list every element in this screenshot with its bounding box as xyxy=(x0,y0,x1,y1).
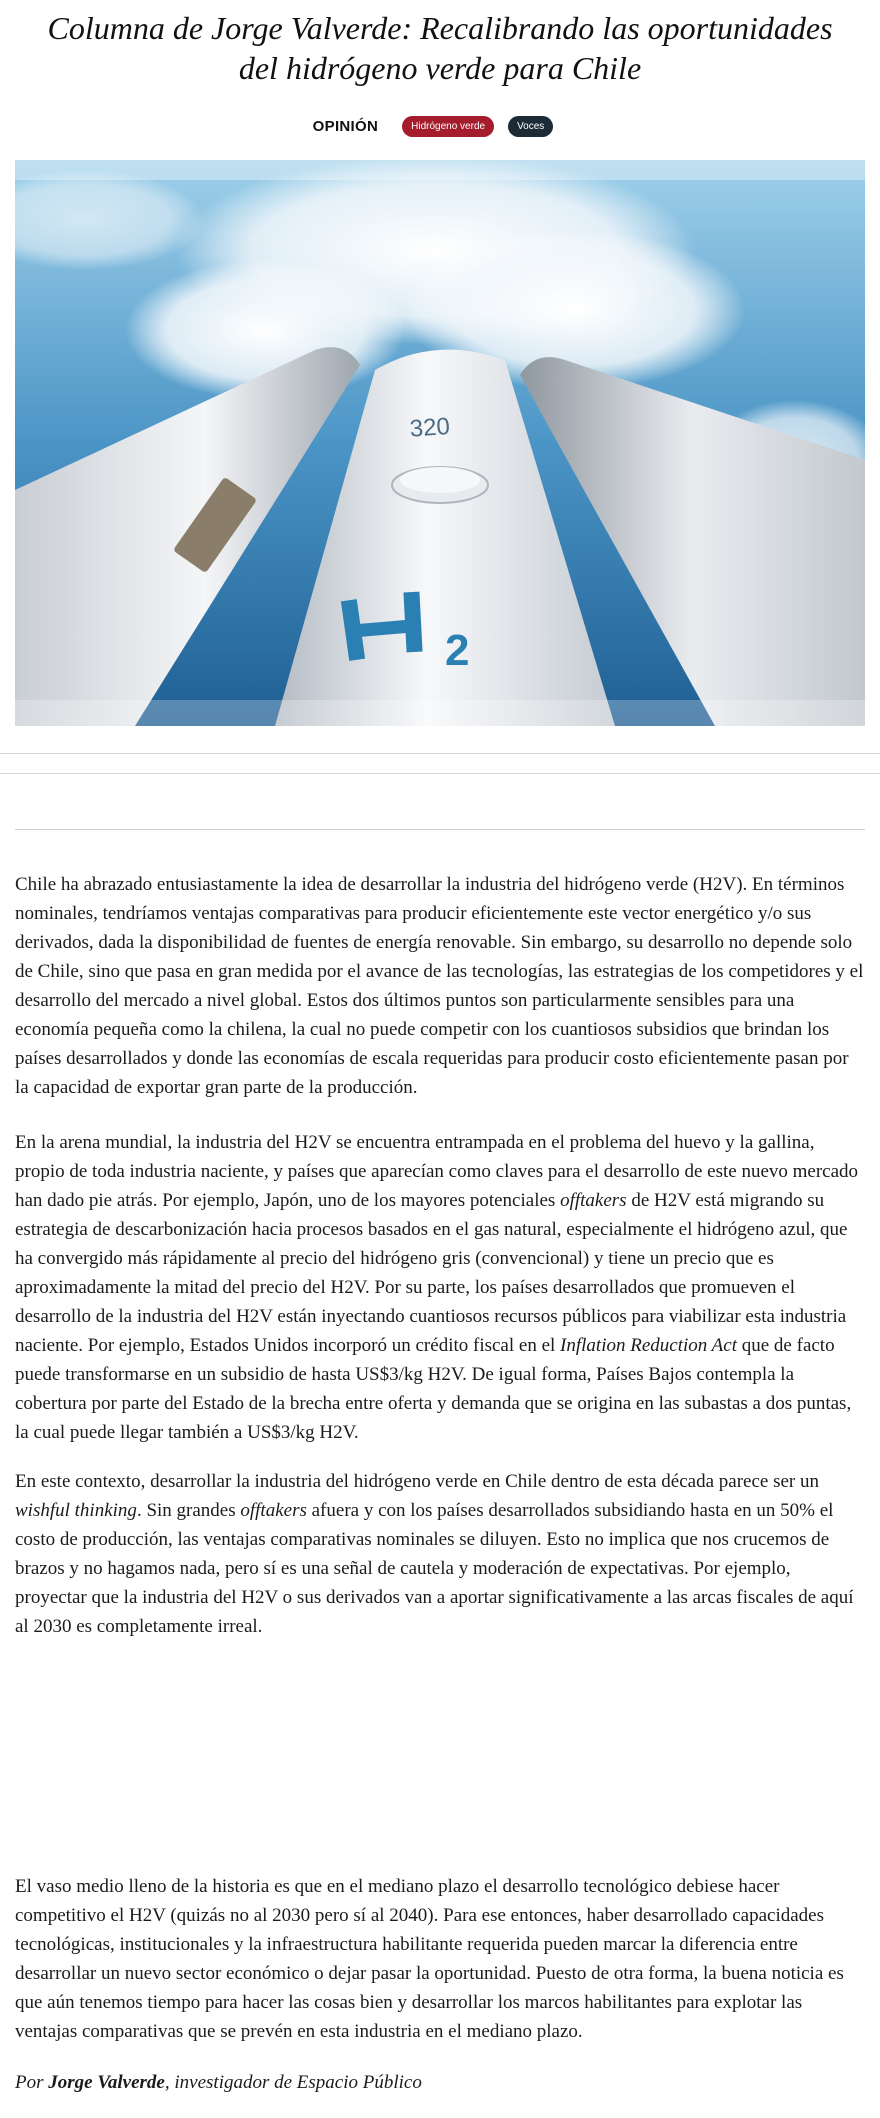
text-span: . Sin grandes xyxy=(136,1500,241,1521)
paragraph-1: Chile ha abrazado entusiastamente la idea de desarrollar la industria del hidrógeno verde (H2V). En términos nominales, tendríamos ventajas comparativas para producir eficientemente este vector energético y/o sus derivados, dada la disponibilidad de fuentes de energía renovable. Sin embargo, su desarrollo no depende solo de Chile, sino que pasa en gran medida por el avance de las tecnologías, las estrategias de los competidores y el desarrollo del mercado a nivel global. Estos dos últimos puntos son particularmente sensibles para una economía pequeña como la chilena, la cual no puede competir con los cuantiosos subsidios que brindan los países desarrollados y donde las economías de escala requeridas para producir costo eficientemente pasan por la capacidad de exportar gran parte de la producción. xyxy=(15,874,864,1098)
text-span: afuera y con los países desarrollados subsidiando hasta en un 50% el costo de producción, las ventajas comparativas nominales se diluyen. Esto no implica que nos crucemos de brazos y no hagamos nada, pero sí es una señal de cautela y moderación de expectativas. Por ejemplo, proyectar que la industria del H2V o sus derivados van a aportar significativamente a las arcas fiscales de aquí al 2030 es completamente irreal. xyxy=(15,1500,854,1637)
paragraph-3 xyxy=(15,1467,865,1641)
text-span: En este contexto, desarrollar la industria del hidrógeno verde en Chile dentro de esta década parece ser un xyxy=(15,1471,820,1492)
text-span: que de facto puede transformarse en un subsidio de hasta US$3/kg H2V. De igual forma, Países Bajos contempla la cobertura por parte del Estado de la brecha entre oferta y demanda que se origina en las subastas a dos puntas, la cual puede llegar también a US$3/kg H2V. xyxy=(15,1335,852,1443)
byline-prefix: Por xyxy=(15,2072,49,2093)
tank-number: 320 xyxy=(408,412,451,443)
emphasis: Inflation Reduction Act xyxy=(560,1335,737,1356)
tank-subscript: 2 xyxy=(445,626,470,675)
emphasis: offtakers xyxy=(560,1190,627,1211)
divider xyxy=(15,829,865,830)
article-meta xyxy=(0,116,880,137)
article-title: Columna de Jorge Valverde: Recalibrando las oportunidades del hidrógeno verde para Chile xyxy=(47,10,833,86)
author-role: , investigador de Espacio Público xyxy=(164,2072,422,2093)
divider xyxy=(0,753,880,754)
tag-hidrogeno-verde[interactable]: Hidrógeno verde xyxy=(402,116,494,137)
emphasis: offtakers xyxy=(240,1500,307,1521)
divider xyxy=(0,773,880,774)
author-byline xyxy=(15,2068,865,2097)
section-label[interactable]: OPINIÓN xyxy=(312,118,379,135)
paragraph-2 xyxy=(15,1128,865,1447)
text-span: de H2V está migrando su estrategia de descarbonización hacia procesos basados en el gas natural, especialmente el hidrógeno azul, que ha convergido más rápidamente al precio del hidrógeno gris (convencional) y tiene un precio que es aproximadamente la mitad del precio del H2V. Por su parte, los países desarrollados que promueven el desarrollo de la industria del H2V están inyectando cuantiosos recursos públicos para viabilizar esta industria naciente. Por ejemplo, Estados Unidos incorporó un crédito fiscal en el xyxy=(15,1190,848,1356)
paragraph-4: El vaso medio lleno de la historia es que en el mediano plazo el desarrollo tecnológico debiese hacer competitivo el H2V (quizás no al 2030 pero sí al 2040). Para ese entonces, haber desarrollado capacidades tecnológicas, institucionales y la infraestructura habilitante requerida pueden marcar la diferencia entre desarrollar un nuevo sector económico o dejar pasar la oportunidad. Puesto de otra forma, la buena noticia es que aún tenemos tiempo para hacer las cosas bien y desarrollar los marcos habilitantes para explotar las ventajas comparativas que se prevén en esta industria en el mediano plazo. xyxy=(15,1876,844,2042)
text-span: En la arena mundial, la industria del H2V se encuentra entrampada en el problema del huevo y la gallina, propio de toda industria naciente, y países que aparecían como claves para el desarrollo de este nuevo mercado han dado pie atrás. Por ejemplo, Japón, uno de los mayores potenciales xyxy=(15,1132,859,1211)
author-name: Jorge Valverde xyxy=(48,2072,165,2093)
emphasis: wishful thinking xyxy=(15,1500,137,1521)
hydrogen-tanks-illustration xyxy=(15,160,865,726)
tag-voces[interactable]: Voces xyxy=(508,116,553,137)
hero-image xyxy=(15,160,865,726)
